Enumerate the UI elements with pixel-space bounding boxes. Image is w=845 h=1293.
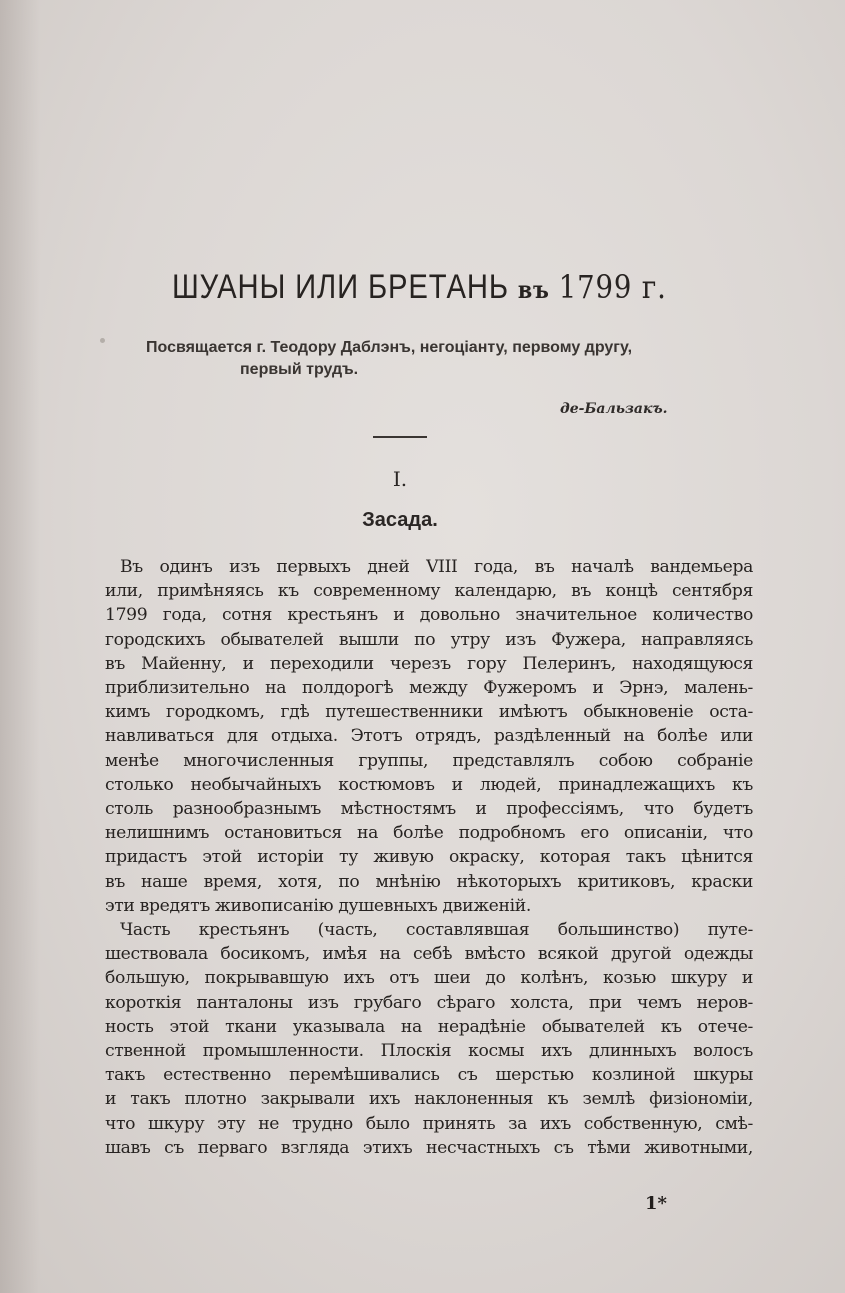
text-line: что шкуру эту не трудно было принять за ихъ собственную, смѣ- — [105, 1113, 753, 1134]
text-line: Въ одинъ изъ первыхъ дней VIII года, въ началѣ вандемьера — [120, 557, 753, 577]
chapter-number: I. — [392, 467, 408, 491]
text-line: навливаться для отдыха. Этотъ отрядъ, раздѣленный на болѣе или — [105, 726, 753, 747]
text-line: такъ естественно перемѣшивались съ шерстью козлиной шкуры — [105, 1065, 753, 1086]
text-line: шавъ съ перваго взгляда этихъ несчастныхъ съ тѣми животными, — [105, 1137, 753, 1158]
text-line: городскихъ обывателей вышли по утру изъ Фужера, направляясь — [105, 629, 753, 650]
paragraph — [105, 555, 753, 918]
text-line: эти вредятъ живописанію душевныхъ движеній. — [105, 895, 531, 916]
text-line: или, примѣняясь къ современному календарю, въ концѣ сентября — [105, 581, 753, 602]
text-line: придастъ этой исторіи ту живую окраску, которая такъ цѣнится — [105, 847, 753, 868]
paragraph — [105, 918, 753, 1160]
text-line: нелишнимъ остановиться на болѣе подробномъ его описаніи, что — [105, 823, 753, 844]
text-line: 1799 года, сотня крестьянъ и довольно значительное количество — [105, 605, 753, 626]
text-line: шествовала босикомъ, имѣя на себѣ вмѣсто всякой другой одежды — [105, 944, 753, 965]
page-gutter-shadow — [0, 0, 40, 1293]
text-line: кимъ городкомъ, гдѣ путешественники имѣютъ обыкновеніе оста- — [105, 702, 753, 723]
text-line: менѣе многочисленныя группы, представлялъ собою собраніе — [105, 750, 753, 771]
text-line: большую, покрывавшую ихъ отъ шеи до колѣнъ, козью шкуру и — [105, 968, 753, 989]
book-title — [56, 268, 783, 307]
ink-speck — [100, 338, 105, 343]
dedication-line-2: первый трудъ. — [240, 361, 359, 378]
section-divider — [373, 436, 427, 438]
text-line: Часть крестьянъ (часть, составлявшая большинство) путе- — [120, 920, 753, 941]
text-line: ность этой ткани указывала на нерадѣніе обывателей къ отече- — [105, 1016, 753, 1037]
body-text — [105, 555, 753, 1160]
title-year: 1799 г. — [558, 268, 667, 306]
text-line: и такъ плотно закрывали ихъ наклоненныя къ землѣ физіономіи, — [105, 1089, 753, 1110]
chapter-title: Засада. — [362, 509, 438, 531]
text-line: столь разнообразнымъ мѣстностямъ и профессіямъ, что будетъ — [105, 799, 753, 820]
page-number: 1* — [645, 1193, 667, 1214]
text-line: въ наше время, хотя, по мнѣнію нѣкоторыхъ критиковъ, краски — [105, 871, 753, 892]
author-signature: де-Бальзакъ. — [560, 401, 668, 417]
title-preposition: въ — [517, 275, 550, 304]
text-line: приблизительно на полдорогѣ между Фужеромъ и Эрнэ, малень- — [105, 678, 753, 699]
title-main: ШУАНЫ ИЛИ БРЕТАНЬ — [171, 268, 509, 306]
dedication — [146, 337, 706, 381]
dedication-line-1: Посвящается г. Теодору Даблэнъ, негоціанту, первому другу, — [146, 339, 633, 356]
text-line: ственной промышленности. Плоскія космы ихъ длинныхъ волосъ — [105, 1041, 753, 1062]
text-line: столько необычайныхъ костюмовъ и людей, принадлежащихъ къ — [105, 774, 753, 795]
text-line: короткія панталоны изъ грубаго сѣраго холста, при чемъ неров- — [105, 992, 753, 1013]
text-line: въ Майенну, и переходили черезъ гору Пелеринъ, находящуюся — [105, 653, 753, 674]
